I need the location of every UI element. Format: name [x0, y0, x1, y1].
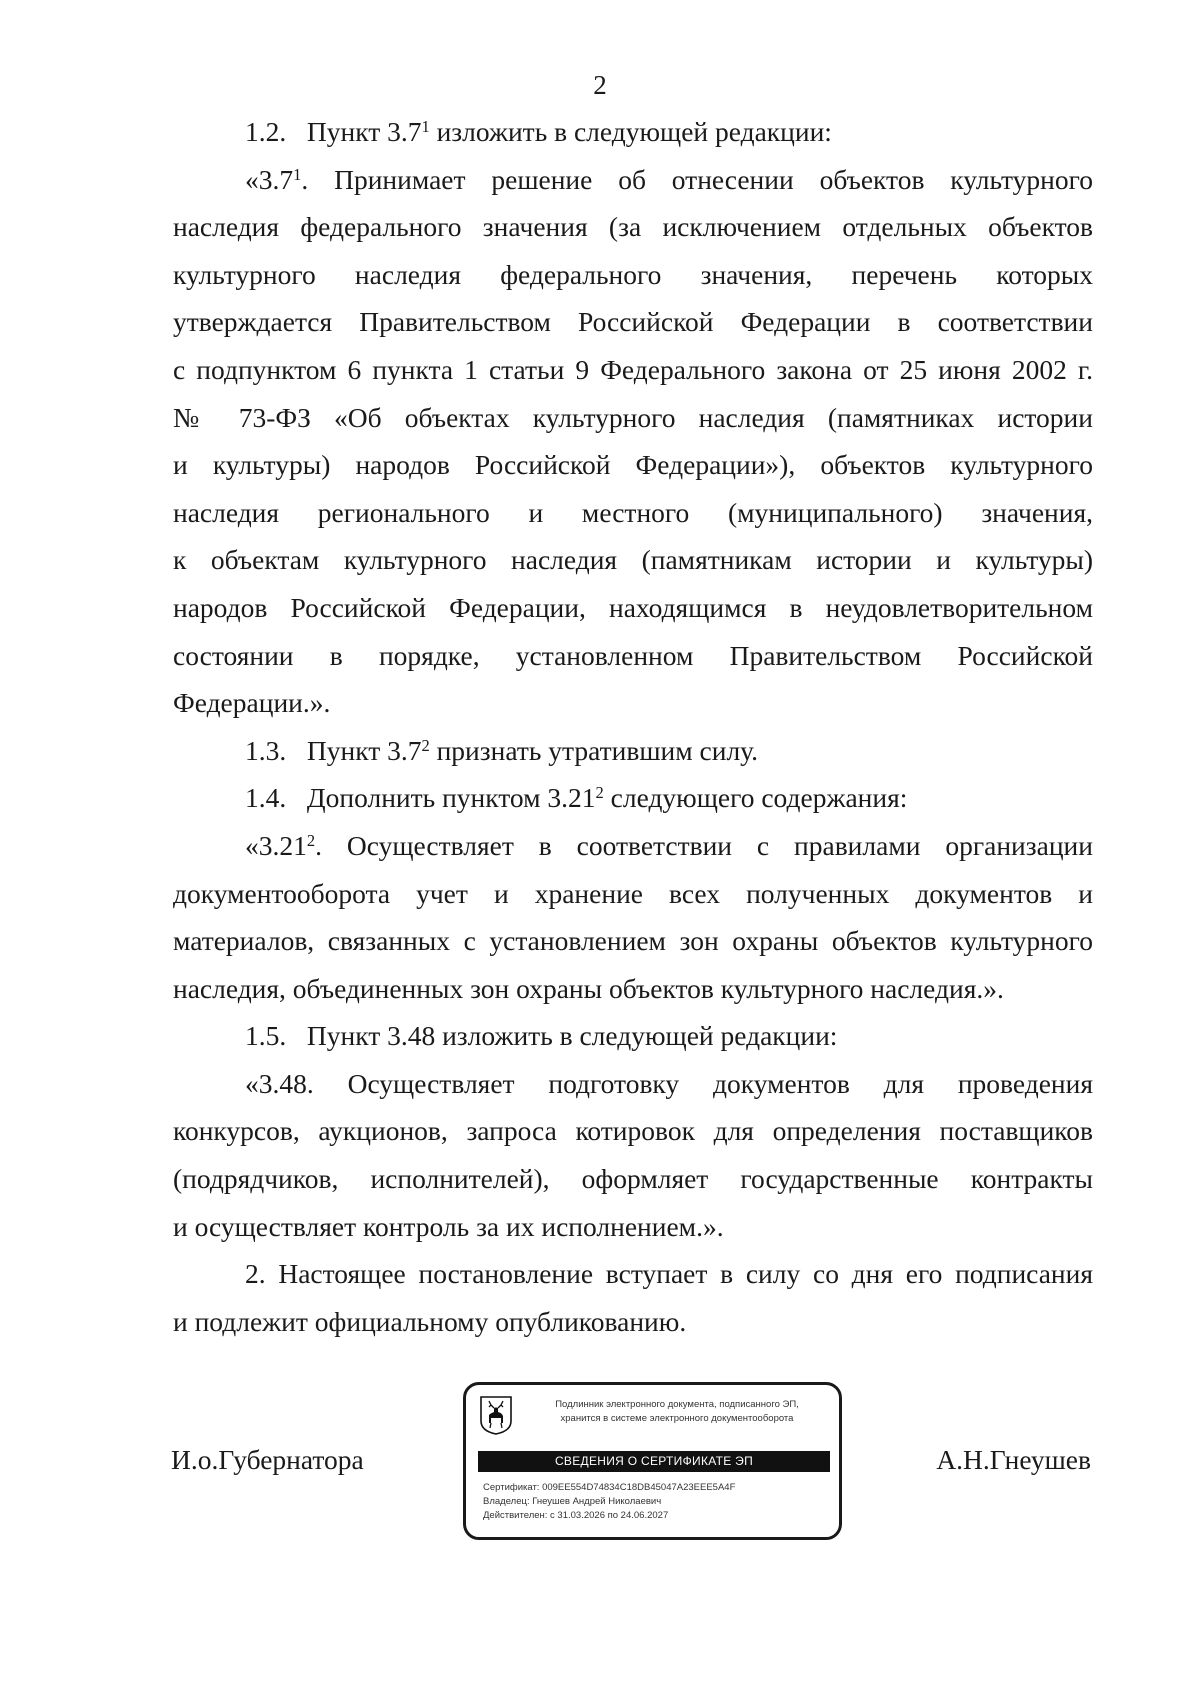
certificate-owner: Владелец: Гнеушев Андрей Николаевич — [483, 1496, 662, 1507]
stamp-title-bar: СВЕДЕНИЯ О СЕРТИФИКАТЕ ЭП — [478, 1451, 830, 1472]
item-1-2: 1.2. Пункт $3.7^1$ изложить в следующей редакции: — [245, 116, 832, 147]
stamp-header: Подлинник электронного документа, подписанного ЭП, хранится в системе электронного документооборота — [555, 1399, 799, 1424]
electronic-signature-stamp — [463, 1382, 842, 1540]
certificate-number: Сертификат: 009EE554D74834C18DB45047A23EEE5A4F — [483, 1482, 736, 1493]
quote-3-7-1: «$3.7^1$. Принимает решение об отнесении объектов культурного наследия федерального значения (за исключением отдельных объектов культурного наследия федерального значения, перечень которых утверждается Правительством Российской Федерации в соответствии с подпунктом 6 пункта 1 статьи 9 Федерального закона от 25 июня 2002 г. № 73-ФЗ «Об объектах культурного наследия (памятниках истории и культуры) народов Российской Федерации»), объектов культурного наследия регионального и местного (муниципального) значения, к объектам культурного наследия (памятникам истории и культуры) народов Российской Федерации, находящимся в неудовлетворительном состоянии в порядке, установленном Правительством Российской Федерации.». — [173, 163, 1093, 719]
item-1-4: 1.4. Дополнить пунктом 3.21$^2$ следующего содержания: — [245, 782, 908, 814]
signatory-name: А.Н.Гнеушев — [936, 1444, 1091, 1475]
certificate-validity: Действителен: с 31.03.2026 по 24.06.2027 — [483, 1510, 669, 1521]
quote-3-21-2: «3.21$^2$. Осуществляет в соответствии с правилами организации документооборота учет и хранение всех полученных документов и материалов, связанных с установлением зон охраны объектов культурного наследия, объединенных зон охраны объектов культурного наследия.». — [173, 829, 1093, 1004]
stamp-details — [483, 1481, 833, 1523]
page-number: 2 — [593, 70, 607, 100]
item-1-3: 1.3. Пункт $3.7^2$ признать утратившим силу. — [245, 734, 759, 766]
quote-3-48: «3.48. Осуществляет подготовку документов для проведения конкурсов, аукционов, запроса котировок для определения поставщиков (подрядчиков, исполнителей), оформляет государственные контракты и осуществляет контроль за их исполнением.». — [173, 1067, 1093, 1242]
item-1-5: 1.5. Пункт 3.48 изложить в следующей редакции: — [245, 1020, 838, 1052]
signatory-position: И.о.Губернатора — [171, 1444, 364, 1475]
deer-emblem-icon — [479, 1395, 513, 1435]
document-body — [173, 108, 1093, 1345]
item-2: 2. Настоящее постановление вступает в силу со дня его подписания и подлежит официальному опубликованию. — [173, 1258, 1093, 1337]
